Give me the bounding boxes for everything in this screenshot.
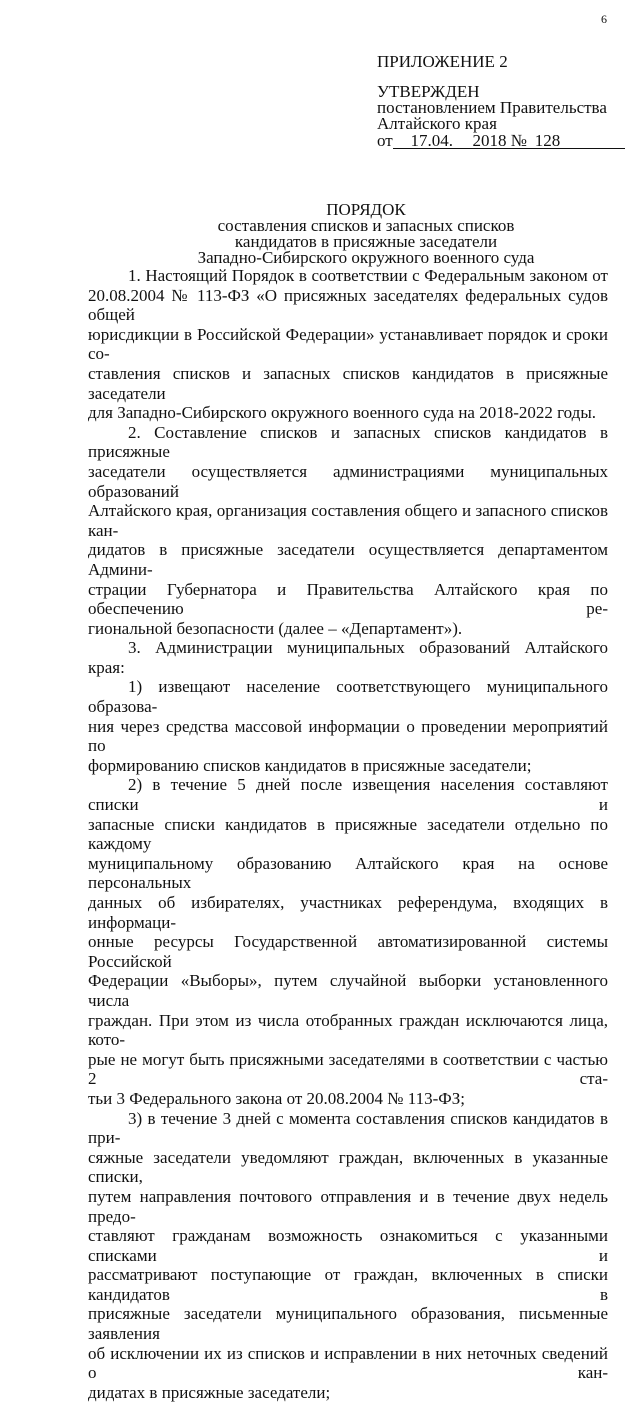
paragraph-line: рые не могут быть присяжными заседателями в соответствии с частью 2 ста- (88, 1049, 608, 1089)
paragraph (88, 638, 608, 677)
paragraph (88, 266, 608, 423)
paragraph-line: ставления списков и запасных списков кандидатов в присяжные заседатели (88, 363, 608, 403)
paragraph-line: 3. Администрации муниципальных образований Алтайского края: (88, 638, 608, 677)
approval-block (377, 54, 625, 149)
document-title (0, 202, 640, 266)
paragraph-line: заседатели осуществляется администрациями муниципальных образований (88, 461, 608, 501)
paragraph-line: 20.08.2004 № 113-ФЗ «О присяжных заседателях федеральных судов общей (88, 285, 608, 325)
date-value: 17.04. (393, 134, 471, 149)
paragraph-line: дидатов в присяжные заседатели осуществляется департаментом Админи- (88, 540, 608, 579)
paragraph-line: юрисдикции в Российской Федерации» устанавливает порядок и сроки со- (88, 324, 608, 364)
paragraph-line: об исключении их из списков и исправлении в них неточных сведений о кан- (88, 1343, 608, 1383)
paragraph-line: 3) в течение 3 дней с момента составления списков кандидатов в при- (88, 1108, 608, 1148)
title-heading: ПОРЯДОК (326, 200, 406, 219)
approved-label: УТВЕРЖДЕН (377, 82, 480, 101)
paragraph-line: страции Губернатора и Правительства Алтайского края по обеспечению ре- (88, 579, 608, 619)
paragraph-line: 1. Настоящий Порядок в соответствии с Федеральным законом от (128, 266, 608, 285)
decree-line-2: Алтайского края (377, 114, 497, 133)
date-prefix: от (377, 131, 393, 150)
decree-year: 2018 № (472, 131, 527, 150)
appendix-label: ПРИЛОЖЕНИЕ 2 (377, 52, 508, 71)
paragraph-line: тьи 3 Федерального закона от 20.08.2004 № 113-ФЗ; (88, 1088, 465, 1108)
paragraph-line: муниципальному образованию Алтайского края на основе персональных (88, 853, 608, 893)
paragraph (88, 1109, 608, 1402)
paragraph-line: гиональной безопасности (далее – «Департамент»). (88, 618, 463, 638)
document-body (88, 266, 608, 1402)
paragraph-line: ния через средства массовой информации о проведении мероприятий по (88, 716, 608, 756)
title-line-2: составления списков и запасных списков (217, 216, 515, 235)
paragraph-line: онные ресурсы Государственной автоматизированной системы Российской (88, 932, 608, 971)
paragraph-line: 1) извещают население соответствующего муниципального образова- (88, 677, 608, 717)
paragraph-line: 2) в течение 5 дней после извещения населения составляют списки и (88, 775, 608, 815)
page-number: 6 (601, 12, 607, 26)
paragraph-line: Федерации «Выборы», путем случайной выборки установленного числа (88, 971, 608, 1010)
paragraph-line: данных об избирателях, участниках референдума, входящих в информаци- (88, 893, 608, 932)
paragraph-line: путем направления почтового отправления и в течение двух недель предо- (88, 1186, 608, 1226)
paragraph-line: 2. Составление списков и запасных списков кандидатов в присяжные (88, 422, 608, 462)
paragraph (88, 677, 608, 775)
paragraph-line: рассматривают поступающие от граждан, включенных в списки кандидатов в (88, 1265, 608, 1304)
decree-number: 128 (529, 134, 625, 149)
paragraph (88, 775, 608, 1108)
paragraph-line: сяжные заседатели уведомляют граждан, включенных в указанные списки, (88, 1147, 608, 1187)
title-line-3: кандидатов в присяжные заседатели (234, 232, 498, 251)
decree-date-line (377, 133, 625, 149)
paragraph-line: дидатах в присяжные заседатели; (88, 1382, 331, 1402)
paragraph-line: для Западно-Сибирского окружного военного суда на 2018-2022 годы. (88, 403, 597, 423)
paragraph-line: граждан. При этом из числа отобранных граждан исключаются лица, кото- (88, 1010, 608, 1050)
paragraph-line: ставляют гражданам возможность ознакомиться с указанными списками и (88, 1226, 608, 1265)
paragraph-line: Алтайского края, организация составления общего и запасного списков кан- (88, 501, 608, 540)
paragraph-line: присяжные заседатели муниципального образования, письменные заявления (88, 1304, 608, 1344)
decree-line-1: постановлением Правительства (377, 98, 607, 117)
paragraph-line: запасные списки кандидатов в присяжные заседатели отдельно по каждому (88, 814, 608, 854)
title-line-4: Западно-Сибирского окружного военного суда (197, 248, 535, 267)
paragraph (88, 423, 608, 639)
paragraph-line: формированию списков кандидатов в присяжные заседатели; (88, 755, 532, 775)
